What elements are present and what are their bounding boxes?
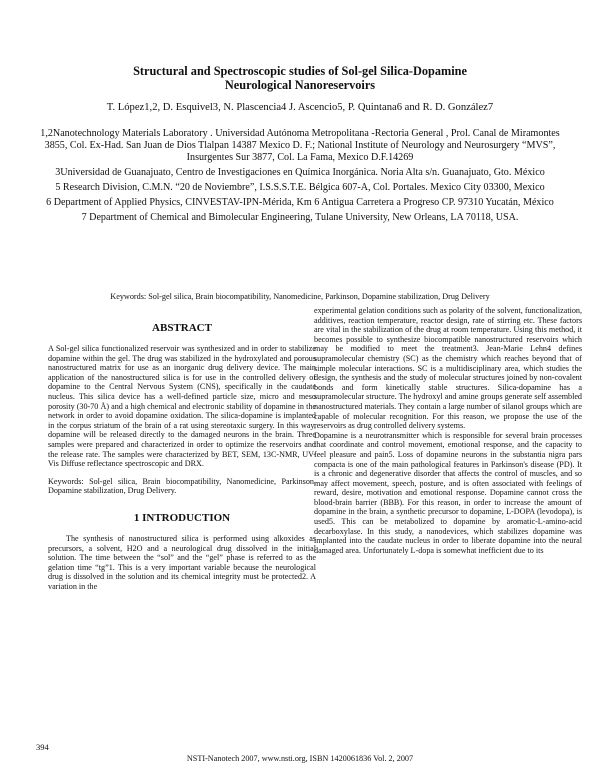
right-column: [314, 306, 582, 555]
page-footer: NSTI-Nanotech 2007, www.nsti.org, ISBN 1420061836 Vol. 2, 2007: [186, 754, 414, 763]
affiliation-5: 7 Department of Chemical and Bimolecular Engineering, Tulane University, New Orleans, LA 70118, USA.: [81, 212, 519, 223]
affiliation-4: 6 Department of Applied Physics, CINVESTAV-IPN-Mérida, Km 6 Antigua Carretera a Progreso CP. 97310 Yucatán, México: [46, 197, 554, 208]
page-number: 394: [36, 742, 49, 752]
right-paragraph-1: experimental gelation conditions such as polarity of the solvent, functionalization, additives, reaction temperature, reactor design, rate of stirring etc. These factors are vital in the stabilization of the drug at room temperature. Using this method, it becomes possible to synthesize biocompatible nanostructured reservoirs which may be modified to meet the treatment3. Jean-Marie Lehn4 defines supramolecular chemistry (SC) as the chemistry which reaches beyond that of simple molecular interactions. SC is a multidisciplinary area, which studies the design, the synthesis and the study of molecular structures joined by non-covalent bonds and form kinetically stable structures. Silica-dopamine has a supramolecular structure. The hydroxyl and amine groups generate self assembled nanostructured materials. They contain a large number of silanol groups which are capable of molecular recognition. For this reason, we propose the use of the reservoirs as drug controlled delivery systems.: [314, 306, 582, 431]
introduction-text: The synthesis of nanostructured silica is performed using alkoxides as precursors, a solvent, H2O and a neurological drug dissolved in the initial solution. The time between the “sol” and the “gel” phase is referred to as the gelation time “tg”1. This is a very important variable because the neurological drug is dissolved in the solution and its chemical integrity must be protected2. A variation in the: [48, 533, 316, 591]
affiliation-3: 5 Research Division, C.M.N. “20 de Noviembre”, I.S.S.S.T.E. Bélgica 607-A, Col. Portales. Mexico City 03300, Mexico: [55, 182, 545, 193]
keywords-header: Keywords: Sol-gel silica, Brain biocompatibility, Nanomedicine, Parkinson, Dopamine stabilization, Drug Delivery: [110, 292, 490, 301]
abstract-keywords: Keywords: Sol-gel silica, Brain biocompatibility, Nanomedicine, Parkinson, Dopamine stabilization, Drug Delivery.: [48, 476, 316, 496]
affiliations: [30, 128, 570, 227]
right-paragraph-2: Dopamine is a neurotransmitter which is responsible for several brain processes that coordinate and control movement, emotional response, and the capacity to feel pleasure and pain5. Loss of dopamine neurons in the substantia nigra pars compacta is one of the main pathological features in Parkinson's disease (PD). It is a chronic and degenerative disorder that affects the control of muscles, and so may affect movement, speech, posture, and is often associated with feelings of reward, desire, motivation and emotional response. Dopamine cannot cross the blood-brain barrier (BBB). For this reason, in order to increase the amount of dopamine in the brain, a synthetic precursor to dopamine, L-DOPA (levodopa), is used5. This can be metabolized to dopamine by aromatic-L-amino-acid decarboxylase. In this study, a nanodevices, which stabilizes dopamine was implanted into the caudate nucleus in order to liberate dopamine into the neural damaged area. Unfortunately L-dopa is somewhat inefficient due to its: [314, 430, 582, 555]
left-column: [48, 322, 316, 591]
abstract-text: A Sol-gel silica functionalized reservoir was synthesized and in order to stabilize dopamine within the gel. The drug was stabilized in the hydroxylated and porous nanostructured matrix for use as an inorganic drug delivery device. The main application of the nanostructured silica is for use in the controlled delivery of dopamine to the Central Nervous System (CNS), specifically in the caudate nucleus. This silica device has a well-defined particle size, micro and meso porosity (30-70 Å) and a high chemical and electronic stability of dopamine in the network in order to avoid dopamine oxidation. The silica-dopamine is implanted in the corpus striatum of the brain of a rat using stereotaxic surgery. In this way, dopamine will be released directly to the damaged neurons in the brain. Three samples were prepared and characterized in order to optimize the reservoirs and the release rate. The samples were characterized by BET, SEM, 13C-NMR, UV-Vis Diffuse reflectance spectroscopic and DRX.: [48, 344, 316, 469]
author-list: T. López1,2, D. Esquivel3, N. Plascencia4 J. Ascencio5, P. Quintana6 and R. D. González7: [106, 102, 494, 113]
title-line-1: Structural and Spectroscopic studies of Sol-gel Silica-Dopamine: [133, 64, 467, 78]
introduction-heading: 1 INTRODUCTION: [133, 511, 231, 524]
abstract-heading: ABSTRACT: [152, 322, 212, 334]
affiliation-2: 3Universidad de Guanajuato, Centro de Investigaciones en Química Inorgánica. Noria Alta s/n. Guanajuato, Gto. México: [55, 167, 545, 178]
paper-title: [60, 64, 540, 92]
affiliation-1: 1,2Nanotechnology Materials Laboratory . Universidad Autónoma Metropolitana -Rectoria General , Prol. Canal de Miramontes 3855, Col. Ex-Had. San Juan de Dios Tlalpan 14387 Mexico D. F.; National Institute of Neurology and Neurosurgery “MVS”, Insurgentes Sur 3877, Col. La Fama, Mexico D.F.14269: [40, 128, 560, 163]
title-line-2: Neurological Nanoreservoirs: [224, 78, 376, 92]
